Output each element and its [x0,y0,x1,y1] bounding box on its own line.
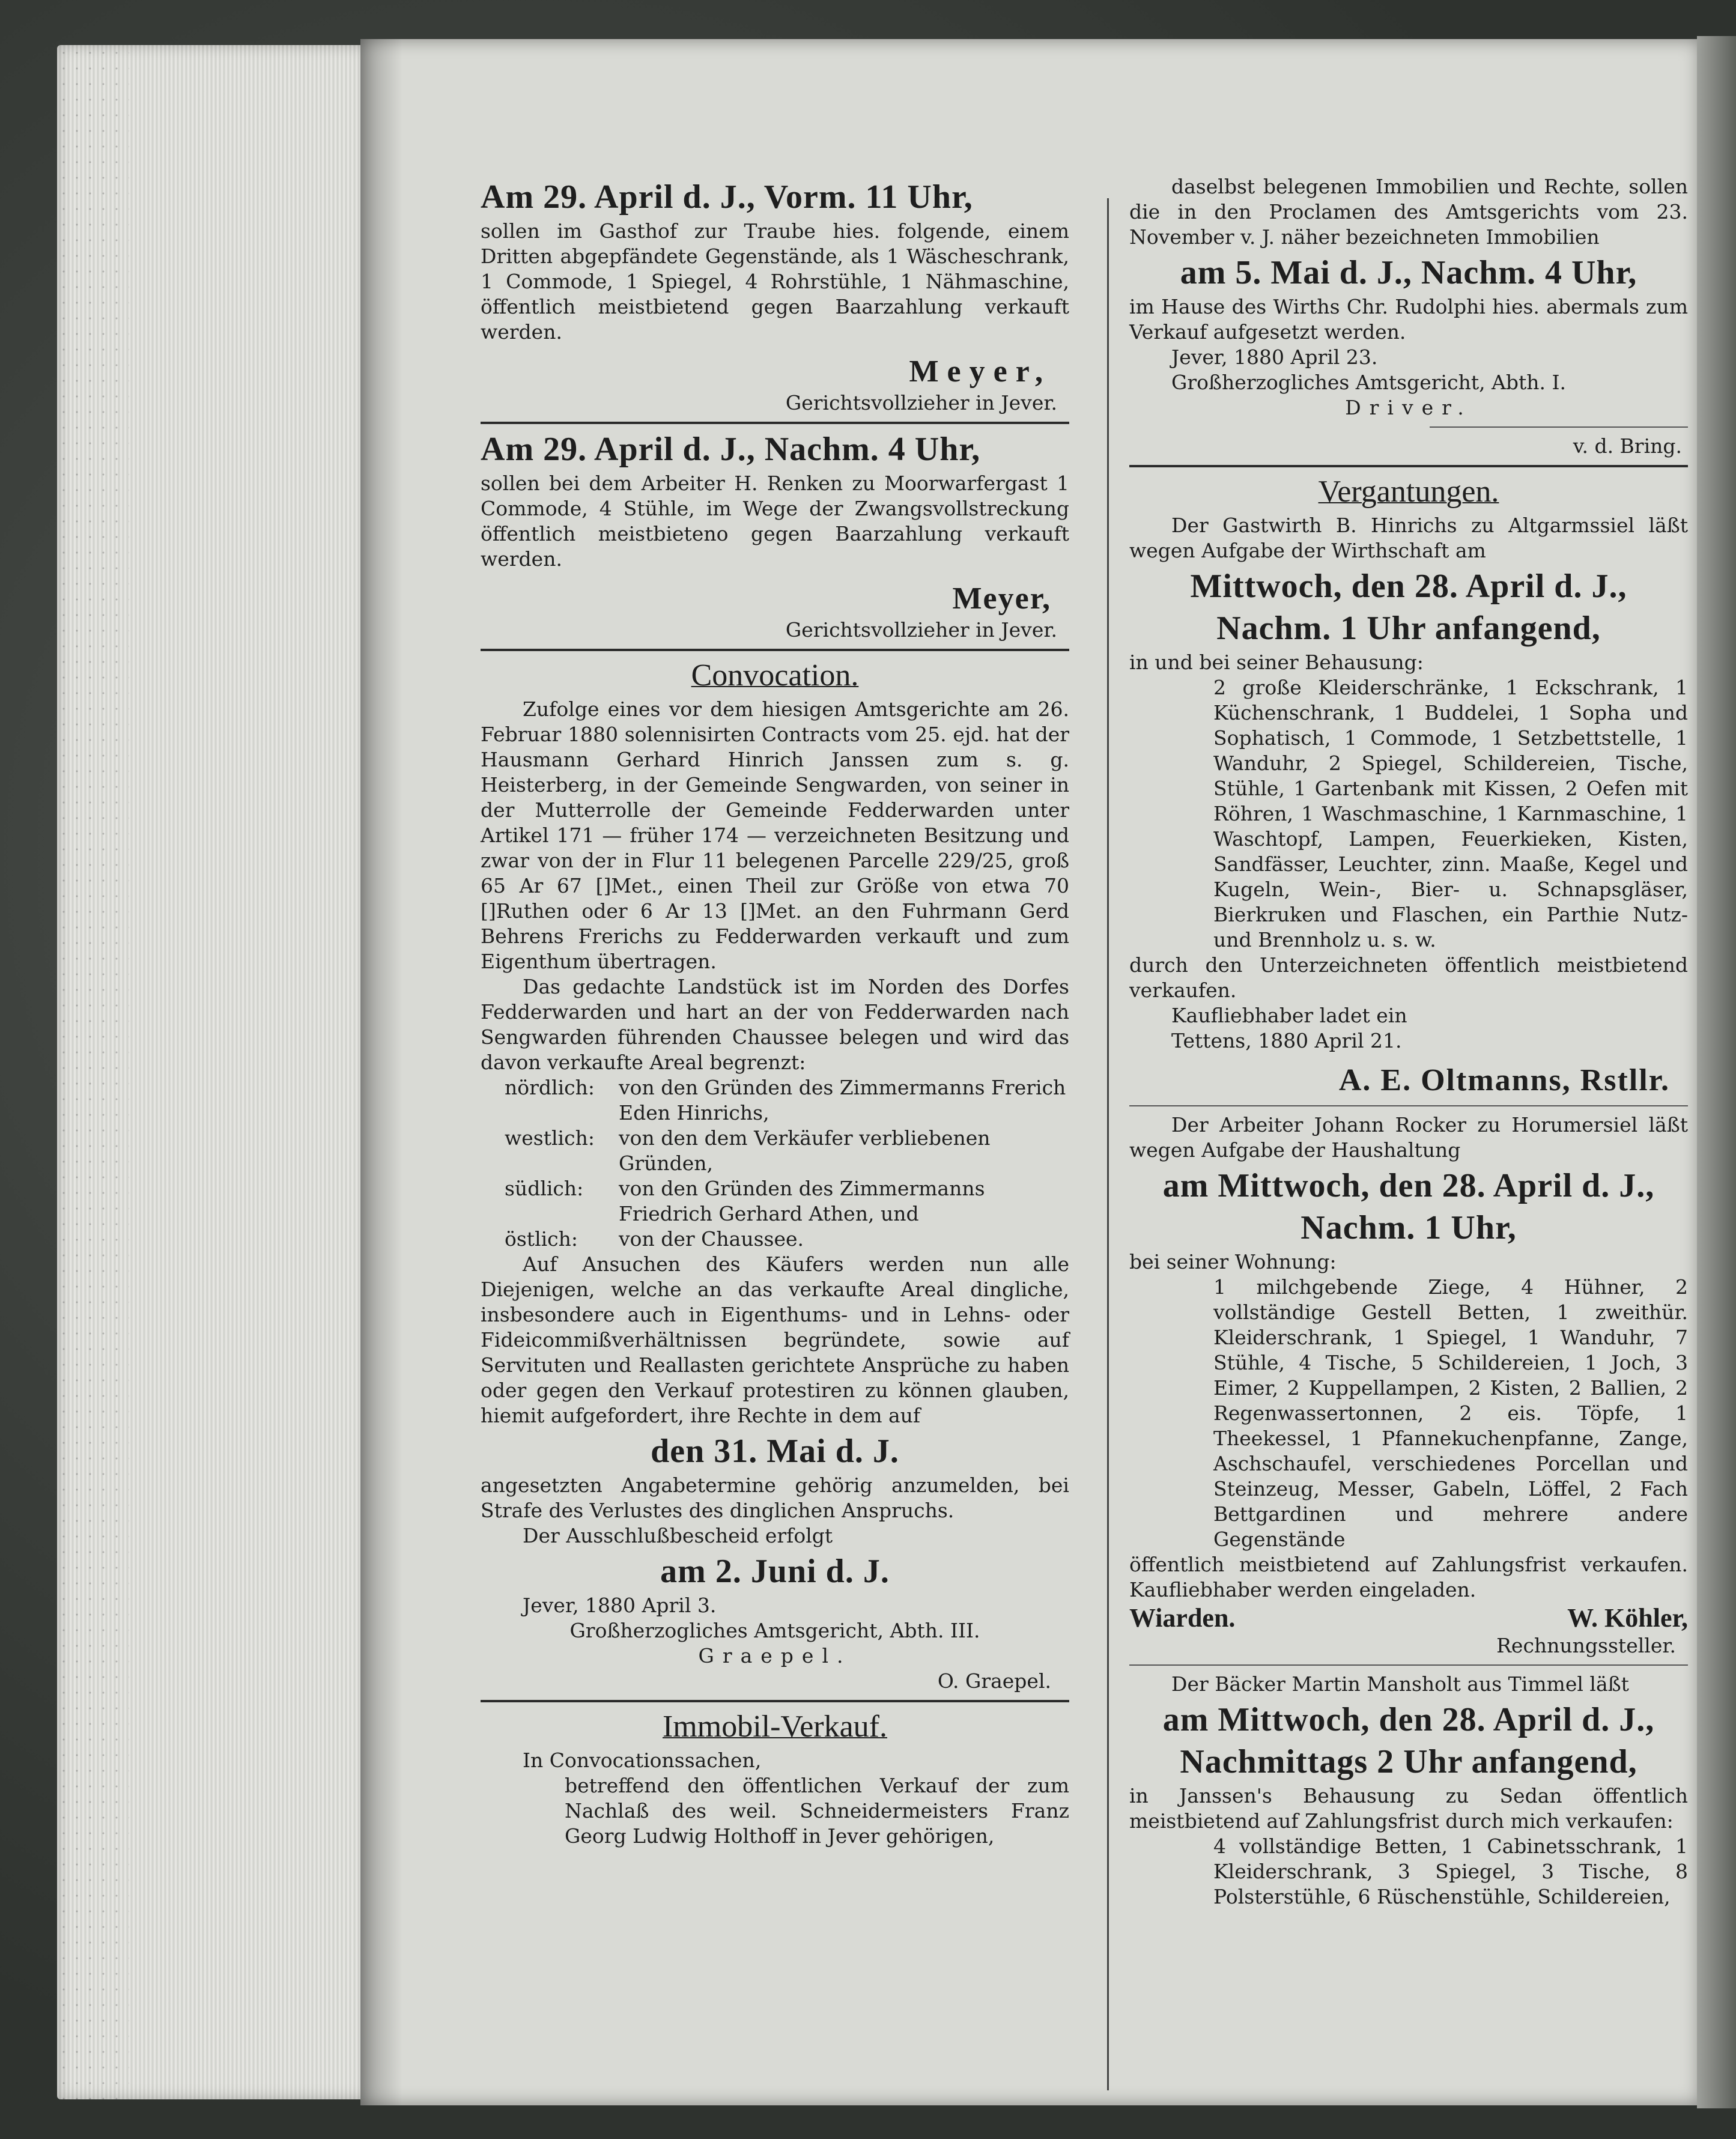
auction-time: Nachmittags 2 Uhr anfangend, [1180,1743,1637,1780]
item-list [1213,1275,1688,1552]
items-text: 1 milchgebende Ziege, 4 Hühner, 2 vollständige Gestell Betten, 1 zweithür. Kleiderschrank, 1 Spiegel, 1 Wanduhr, 7 Stühle, 4 Tische, 5 Schildereien, 1 Joch, 3 Eimer, 2 Kuppellampen, 2 Kisten, 2 Ballien, 2 Regenwassertonnen, 2 eis. Töpfe, 1 Theekessel, 1 Pfannekuchenpfanne, Zange, Aschschaufel, verschiedenes Porcellan und Steinzeug, Messer, Gabeln, Löffel, 2 Fach Bettgardinen und mehrere andere Gegenstände [1213,1275,1688,1551]
notice-intro: Der Bäcker Martin Mansholt aus Timmel läßt [1171,1672,1629,1696]
notice-signature: Meyer, [952,581,1051,616]
book-edge-texture [57,45,129,2099]
court-name: Großherzogliches Amtsgericht, Abth. III. [569,1619,980,1642]
boundary-item [505,1227,1069,1252]
signature-rule [1430,426,1688,428]
section-rule [481,1700,1069,1702]
notice-auction-traube [481,178,1069,416]
immobil-continuation [1129,174,1688,459]
section-heading: Convocation. [691,658,859,693]
boundary-direction: nördlich: [505,1076,595,1099]
notice-headline: Am 29. April d. J., Nachm. 4 Uhr, [481,431,981,468]
boundary-text: von der Chaussee. [619,1227,804,1251]
place-date: Jever, 1880 April 3. [523,1594,717,1617]
right-column [1129,174,1688,1910]
section-rule [1129,465,1688,467]
notice-signature-title: Gerichtsvollzieher in Jever. [785,391,1057,414]
facing-page-edge [1697,36,1736,2108]
notice-signature: Meyer, [909,354,1051,389]
boundary-text: von den Gründen des Zimmermanns Friedrich Gerhard Athen, und [619,1177,985,1225]
mansholt-auction-notice [1129,1672,1688,1910]
place-date: Tettens, 1880 April 21. [1171,1029,1402,1052]
vergantungen-notice [1129,473,1688,1099]
section-rule [1129,1664,1688,1666]
notice-signature-title: Rechnungssteller. [1496,1634,1676,1657]
items-text: 4 vollständige Betten, 1 Cabinetsschrank, 1 Kleiderschrank, 3 Spiegel, 3 Tische, 8 Polsterstühle, 6 Rüschenstühle, Schildereien, [1213,1834,1688,1908]
section-heading: Immobil-Verkauf. [662,1710,887,1744]
court-name: Großherzogliches Amtsgericht, Abth. I. [1171,371,1567,394]
section-rule [481,422,1069,424]
boundary-direction: westlich: [505,1126,595,1150]
notice-auction-renken [481,430,1069,643]
notice-body: sollen im Gasthof zur Traube hies. folgende, einem Dritten abgepfändete Gegenstände, als 1 Wäscheschrank, 1 Commode, 1 Spiegel, 4 Rohrstühle, 1 Nähmaschine, öffentlich meistbietend gegen Baarzahlung verkauft werden. [481,219,1069,344]
notice-body: sollen bei dem Arbeiter H. Renken zu Moorwarfergast 1 Commode, 4 Stühle, im Wege der Zwangsvollstreckung öffentlich meistbieteno gegen Baarzahlung verkauft werden. [481,472,1069,571]
column-divider [1107,198,1109,2090]
left-column [481,174,1069,1849]
rocker-auction-notice [1129,1112,1688,1658]
judge-signature: v. d. Bring. [1573,434,1682,458]
convocation-paragraph: angesetzten Angabetermine gehörig anzumelden, bei Strafe des Verlustes des dinglichen Anspruchs. [481,1473,1069,1522]
convocation-paragraph: Das gedachte Landstück ist im Norden des Dorfes Fedderwarden und hart an der von Fedderwarden nach Sengwarden führenden Chaussee belegen und wird das davon verkaufte Areal begrenzt: [481,975,1069,1074]
convocation-paragraph: Auf Ansuchen des Käufers werden nun alle Diejenigen, welche an das verkaufte Areal dingliche, insbesondere auch in Eigenthums- und in Lehns- oder Fideicommißverhältnissen begründete, sowie auf Servituten und Reallasten gerichtete Ansprüche zu haben oder gegen den Verkauf protestiren zu können glauben, hiemit aufgefordert, ihre Rechte in dem auf [481,1252,1069,1427]
judge-signature: O. Graepel. [937,1669,1051,1693]
notice-signature-title: Gerichtsvollzieher in Jever. [785,618,1057,642]
boundary-item [505,1126,1069,1176]
auction-date: am Mittwoch, den 28. April d. J., [1162,1167,1655,1204]
auction-date: am 5. Mai d. J., Nachm. 4 Uhr, [1180,254,1637,291]
convocation-paragraph: Zufolge eines vor dem hiesigen Amtsgerichte am 26. Februar 1880 solennisirten Contracts vom 25. ejd. hat der Hausmann Gerhard Hinrich Janssen zum s. g. Heisterberg, in der Gemeinde Sengwarden, von seiner in der Mutterrolle der Gemeinde Fedderwarden unter Artikel 171 — früher 174 — verzeichneten Besitzung und zwar von der in Flur 11 belegenen Parcelle 229/25, groß 65 Ar 67 []Met., einen Theil zur Größe von etwa 70 []Ruthen oder 6 Ar 13 []Met. an den Fuhrmann Gerd Behrens Frerichs zu Fedderwarden verkauft und zum Eigenthum übertragen. [481,697,1069,973]
boundary-text: von den Gründen des Zimmermanns Frerich Eden Hinrichs, [619,1076,1066,1124]
immobil-body: im Hause des Wirths Chr. Rudolphi hies. abermals zum Verkauf aufgesetzt werden. [1129,295,1688,344]
place-date: Jever, 1880 April 23. [1171,345,1378,369]
boundary-direction: südlich: [505,1177,584,1200]
boundary-text: von den dem Verkäufer verbliebenen Gründen, [619,1126,991,1175]
items-text: 2 große Kleiderschränke, 1 Eckschrank, 1 Küchenschrank, 1 Buddelei, 1 Sopha und Sophatisch, 1 Commode, 1 Setzbettstelle, 1 Wanduhr, 2 Spiegel, Schildereien, Tische, Stühle, 1 Gartenbank mit Kissen, 2 Oefen mit Röhren, 1 Waschmaschine, 1 Karnmaschine, 1 Waschtopf, Lampen, Feuerkieken, Kisten, Sandfässer, Leuchter, zinn. Maaße, Kegel und Kugeln, Wein-, Bier- u. Schnapsgläser, Bierkruken und Flaschen, ein Parthie Nutz- und Brennholz u. s. w. [1213,676,1688,951]
notice-outro: durch den Unterzeichneten öffentlich meistbietend verkaufen. [1129,953,1688,1002]
boundary-list [505,1075,1069,1252]
immobil-body: betreffend den öffentlichen Verkauf der zum Nachlaß des weil. Schneidermeisters Franz Georg Ludwig Holthoff in Jever gehörigen, [565,1774,1069,1848]
notice-intro: Der Gastwirth B. Hinrichs zu Altgarmssiel läßt wegen Aufgabe der Wirthschaft am [1129,514,1688,562]
item-list [1213,675,1688,953]
section-heading: Vergantungen. [1318,475,1499,509]
immobil-verkauf-notice [481,1708,1069,1849]
notice-signature: A. E. Oltmanns, Rstllr. [1338,1063,1670,1097]
immobil-line: In Convocationssachen, [523,1749,762,1772]
auction-date: am Mittwoch, den 28. April d. J., [1162,1701,1655,1738]
invitation: Kaufliebhaber ladet ein [1171,1004,1407,1027]
signature-row [1129,1603,1688,1633]
convocation-paragraph: Der Ausschlußbescheid erfolgt [523,1524,833,1547]
immobil-body: daselbst belegenen Immobilien und Rechte, sollen die in den Proclamen des Amtsgerichts vom 23. November v. J. näher bezeichneten Immobilien [1129,175,1688,249]
boundary-direction: östlich: [505,1227,578,1251]
auction-location: in und bei seiner Behausung: [1129,651,1424,674]
boundary-item [505,1176,1069,1227]
section-rule [481,649,1069,651]
judge-name: Driver. [1345,396,1472,419]
auction-date: Mittwoch, den 28. April d. J., [1190,568,1627,605]
section-rule [1129,1105,1688,1106]
boundary-item [505,1075,1069,1126]
notice-signature: W. Köhler, [1567,1603,1688,1633]
decision-date: am 2. Juni d. J. [660,1553,890,1590]
gutter-shadow [360,39,402,2105]
auction-time: Nachm. 1 Uhr anfangend, [1216,610,1601,647]
auction-location: bei seiner Wohnung: [1129,1250,1337,1273]
place-name: Wiarden. [1129,1603,1236,1633]
deadline-date: den 31. Mai d. J. [651,1433,899,1470]
auction-location: in Janssen's Behausung zu Sedan öffentlich meistbietend auf Zahlungsfrist durch mich verkaufen: [1129,1784,1688,1833]
judge-name: Graepel. [698,1644,852,1667]
item-list [1213,1834,1688,1910]
notice-intro: Der Arbeiter Johann Rocker zu Horumersiel läßt wegen Aufgabe der Haushaltung [1129,1113,1688,1162]
auction-time: Nachm. 1 Uhr, [1300,1209,1517,1246]
notice-outro: öffentlich meistbietend auf Zahlungsfrist verkaufen. Kaufliebhaber werden eingeladen. [1129,1553,1688,1601]
notice-headline: Am 29. April d. J., Vorm. 11 Uhr, [481,178,973,216]
convocation-notice [481,657,1069,1694]
